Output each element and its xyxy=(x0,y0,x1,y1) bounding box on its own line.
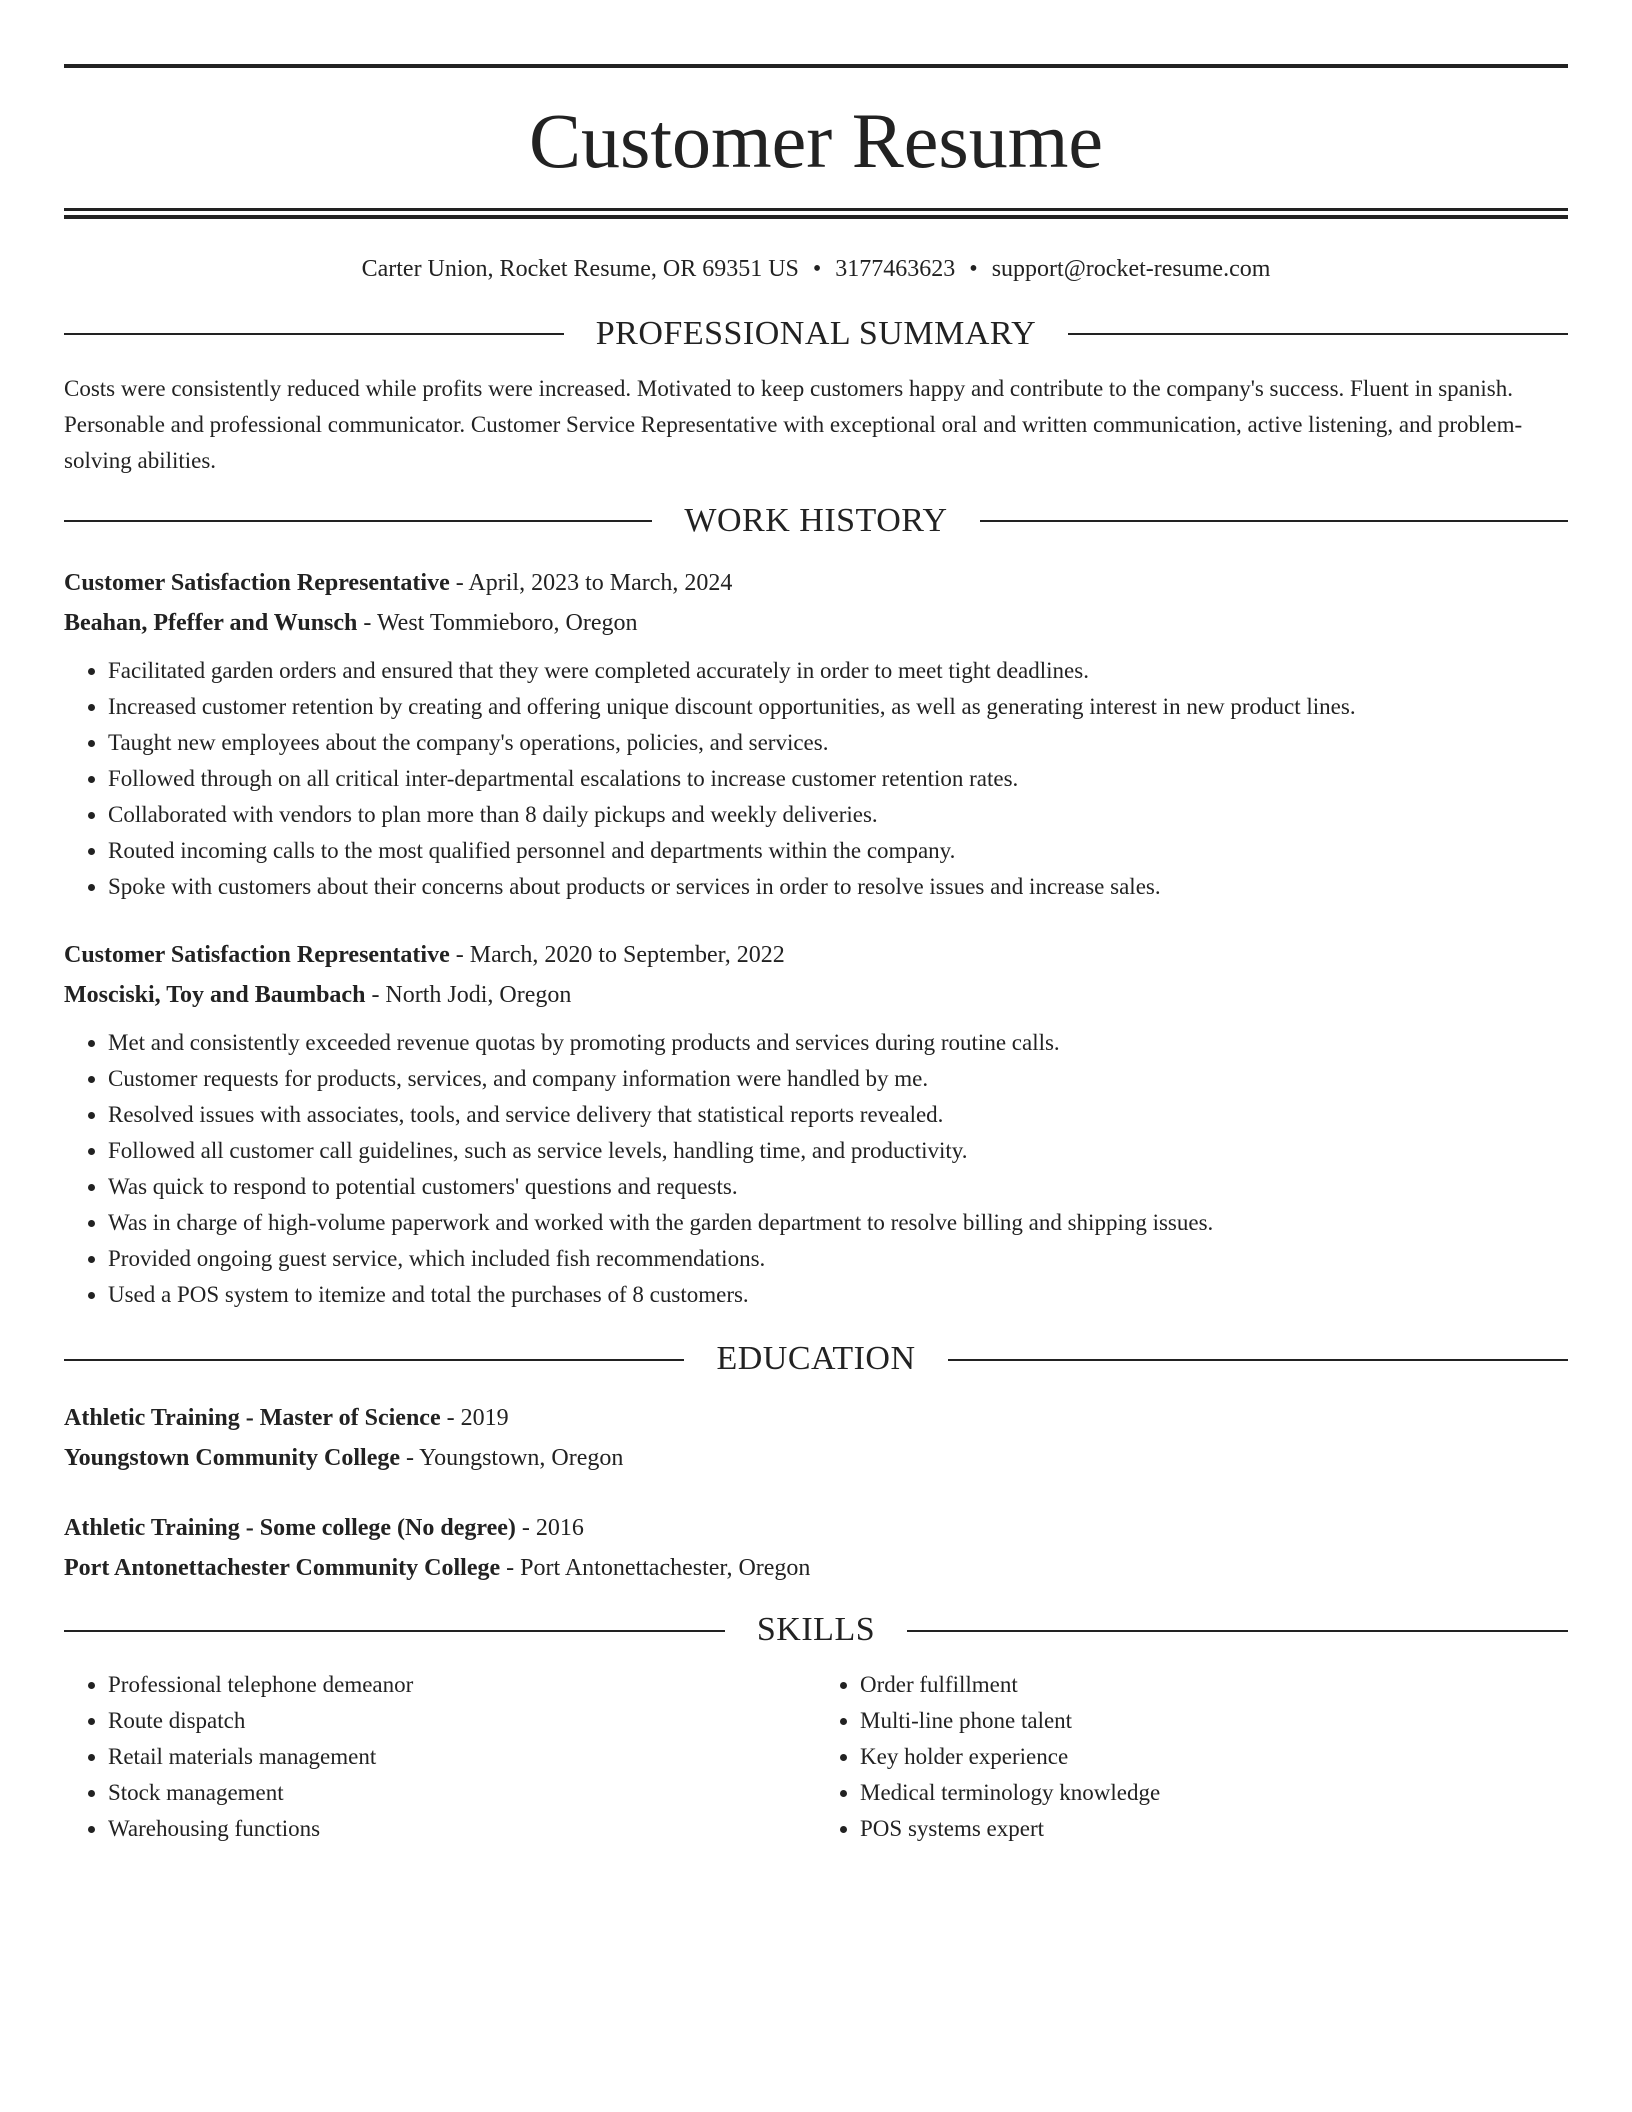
job-company-line xyxy=(64,975,1568,1015)
job-title: Customer Satisfaction Representative xyxy=(64,570,450,597)
job-company-line xyxy=(64,603,1568,643)
job-duty: • Spoke with customers about their concerns about products or services in order to resolve issues and increase sales. xyxy=(108,869,1568,905)
degree: Athletic Training - Master of Science xyxy=(64,1405,441,1432)
degree: Athletic Training - Some college (No degree) xyxy=(64,1515,516,1542)
contact-phone: 3177463623 xyxy=(835,256,956,282)
skill-item: • Key holder experience xyxy=(860,1739,1568,1775)
job-location: - West Tommieboro, Oregon xyxy=(357,610,638,637)
resume-title: Customer Resume xyxy=(528,97,1104,184)
job-duties-list xyxy=(64,1025,1568,1313)
job-duty: • Customer requests for products, services, and company information were handled by me. xyxy=(108,1061,1568,1097)
heading-rule xyxy=(64,1359,684,1361)
job-dates: - April, 2023 to March, 2024 xyxy=(449,570,733,597)
education-entry xyxy=(64,1508,1568,1588)
section-title: EDUCATION xyxy=(716,1340,916,1378)
job-title-line xyxy=(64,935,1568,975)
job-location: - North Jodi, Oregon xyxy=(365,982,572,1009)
job-company: Mosciski, Toy and Baumbach xyxy=(64,982,366,1009)
job-duty: • Provided ongoing guest service, which included fish recommendations. xyxy=(108,1241,1568,1277)
job-duty: • Resolved issues with associates, tools, and service delivery that statistical reports revealed. xyxy=(108,1097,1568,1133)
top-rule xyxy=(64,64,1568,68)
job-duty: • Was in charge of high-volume paperwork and worked with the garden department to resolve billing and shipping issues. xyxy=(108,1205,1568,1241)
skills-list-left xyxy=(64,1667,816,1847)
degree-line xyxy=(64,1398,1568,1438)
skill-item: • POS systems expert xyxy=(860,1811,1568,1847)
skills-columns xyxy=(64,1667,1568,1847)
skills-list-right xyxy=(816,1667,1568,1847)
skill-item: • Stock management xyxy=(108,1775,816,1811)
education-entry xyxy=(64,1398,1568,1478)
contact-line xyxy=(64,255,1568,284)
section-heading-summary xyxy=(64,314,1568,355)
section-title: SKILLS xyxy=(756,1611,876,1649)
skill-item: • Professional telephone demeanor xyxy=(108,1667,816,1703)
school-line xyxy=(64,1548,1568,1588)
job-duty: • Met and consistently exceeded revenue quotas by promoting products and services during routine calls. xyxy=(108,1025,1568,1061)
school: Port Antonettachester Community College xyxy=(64,1555,501,1582)
school-location: - Port Antonettachester, Oregon xyxy=(500,1555,811,1582)
job-duty: • Was quick to respond to potential customers' questions and requests. xyxy=(108,1169,1568,1205)
contact-separator: • xyxy=(969,256,978,282)
job-duty: • Facilitated garden orders and ensured that they were completed accurately in order to meet tight deadlines. xyxy=(108,653,1568,689)
job-title-line xyxy=(64,563,1568,603)
heading-rule xyxy=(907,1630,1568,1632)
job-duty: • Increased customer retention by creating and offering unique discount opportunities, as well as generating interest in new product lines. xyxy=(108,689,1568,725)
heading-rule xyxy=(64,520,652,522)
job-entry xyxy=(64,563,1568,905)
section-title: PROFESSIONAL SUMMARY xyxy=(595,314,1037,352)
section-heading-work-history xyxy=(64,501,1568,542)
skill-item: • Multi-line phone talent xyxy=(860,1703,1568,1739)
contact-separator: • xyxy=(812,256,822,282)
heading-rule xyxy=(948,1359,1568,1361)
skill-item: • Warehousing functions xyxy=(108,1811,816,1847)
contact-email: support@rocket-resume.com xyxy=(991,256,1271,282)
degree-year: - 2016 xyxy=(515,1515,584,1542)
degree-line xyxy=(64,1508,1568,1548)
school-location: - Youngstown, Oregon xyxy=(400,1445,624,1472)
job-duty: • Taught new employees about the company's operations, policies, and services. xyxy=(108,725,1568,761)
section-heading-skills xyxy=(64,1610,1568,1651)
job-duty: • Collaborated with vendors to plan more than 8 daily pickups and weekly deliveries. xyxy=(108,797,1568,833)
job-entry xyxy=(64,935,1568,1313)
skill-item: • Route dispatch xyxy=(108,1703,816,1739)
title-double-rule xyxy=(64,208,1568,219)
skill-item: • Retail materials management xyxy=(108,1739,816,1775)
job-company: Beahan, Pfeffer and Wunsch xyxy=(64,610,358,637)
school-line xyxy=(64,1438,1568,1478)
school: Youngstown Community College xyxy=(64,1445,401,1472)
contact-address: Carter Union, Rocket Resume, OR 69351 US xyxy=(361,256,799,282)
heading-rule xyxy=(64,1630,725,1632)
skill-item: • Medical terminology knowledge xyxy=(860,1775,1568,1811)
section-title: WORK HISTORY xyxy=(684,501,948,539)
job-duties-list xyxy=(64,653,1568,905)
heading-rule xyxy=(980,520,1568,522)
job-duty: • Followed all customer call guidelines, such as service levels, handling time, and productivity. xyxy=(108,1133,1568,1169)
job-dates: - March, 2020 to September, 2022 xyxy=(449,942,785,969)
degree-year: - 2019 xyxy=(440,1405,509,1432)
job-title: Customer Satisfaction Representative xyxy=(64,942,450,969)
job-duty: • Routed incoming calls to the most qualified personnel and departments within the company. xyxy=(108,833,1568,869)
summary-text: Costs were consistently reduced while profits were increased. Motivated to keep customers happy and contribute to the company's success. Fluent in spanish. Personable and professional communicator. Customer Service Representative with exceptional oral and written communication, active listening, and problem-solving abilities. xyxy=(64,375,1523,473)
heading-rule xyxy=(1068,333,1568,335)
skill-item: • Order fulfillment xyxy=(860,1667,1568,1703)
job-duty: • Used a POS system to itemize and total the purchases of 8 customers. xyxy=(108,1277,1568,1313)
job-duty: • Followed through on all critical inter-departmental escalations to increase customer retention rates. xyxy=(108,761,1568,797)
section-heading-education xyxy=(64,1339,1568,1380)
heading-rule xyxy=(64,333,564,335)
